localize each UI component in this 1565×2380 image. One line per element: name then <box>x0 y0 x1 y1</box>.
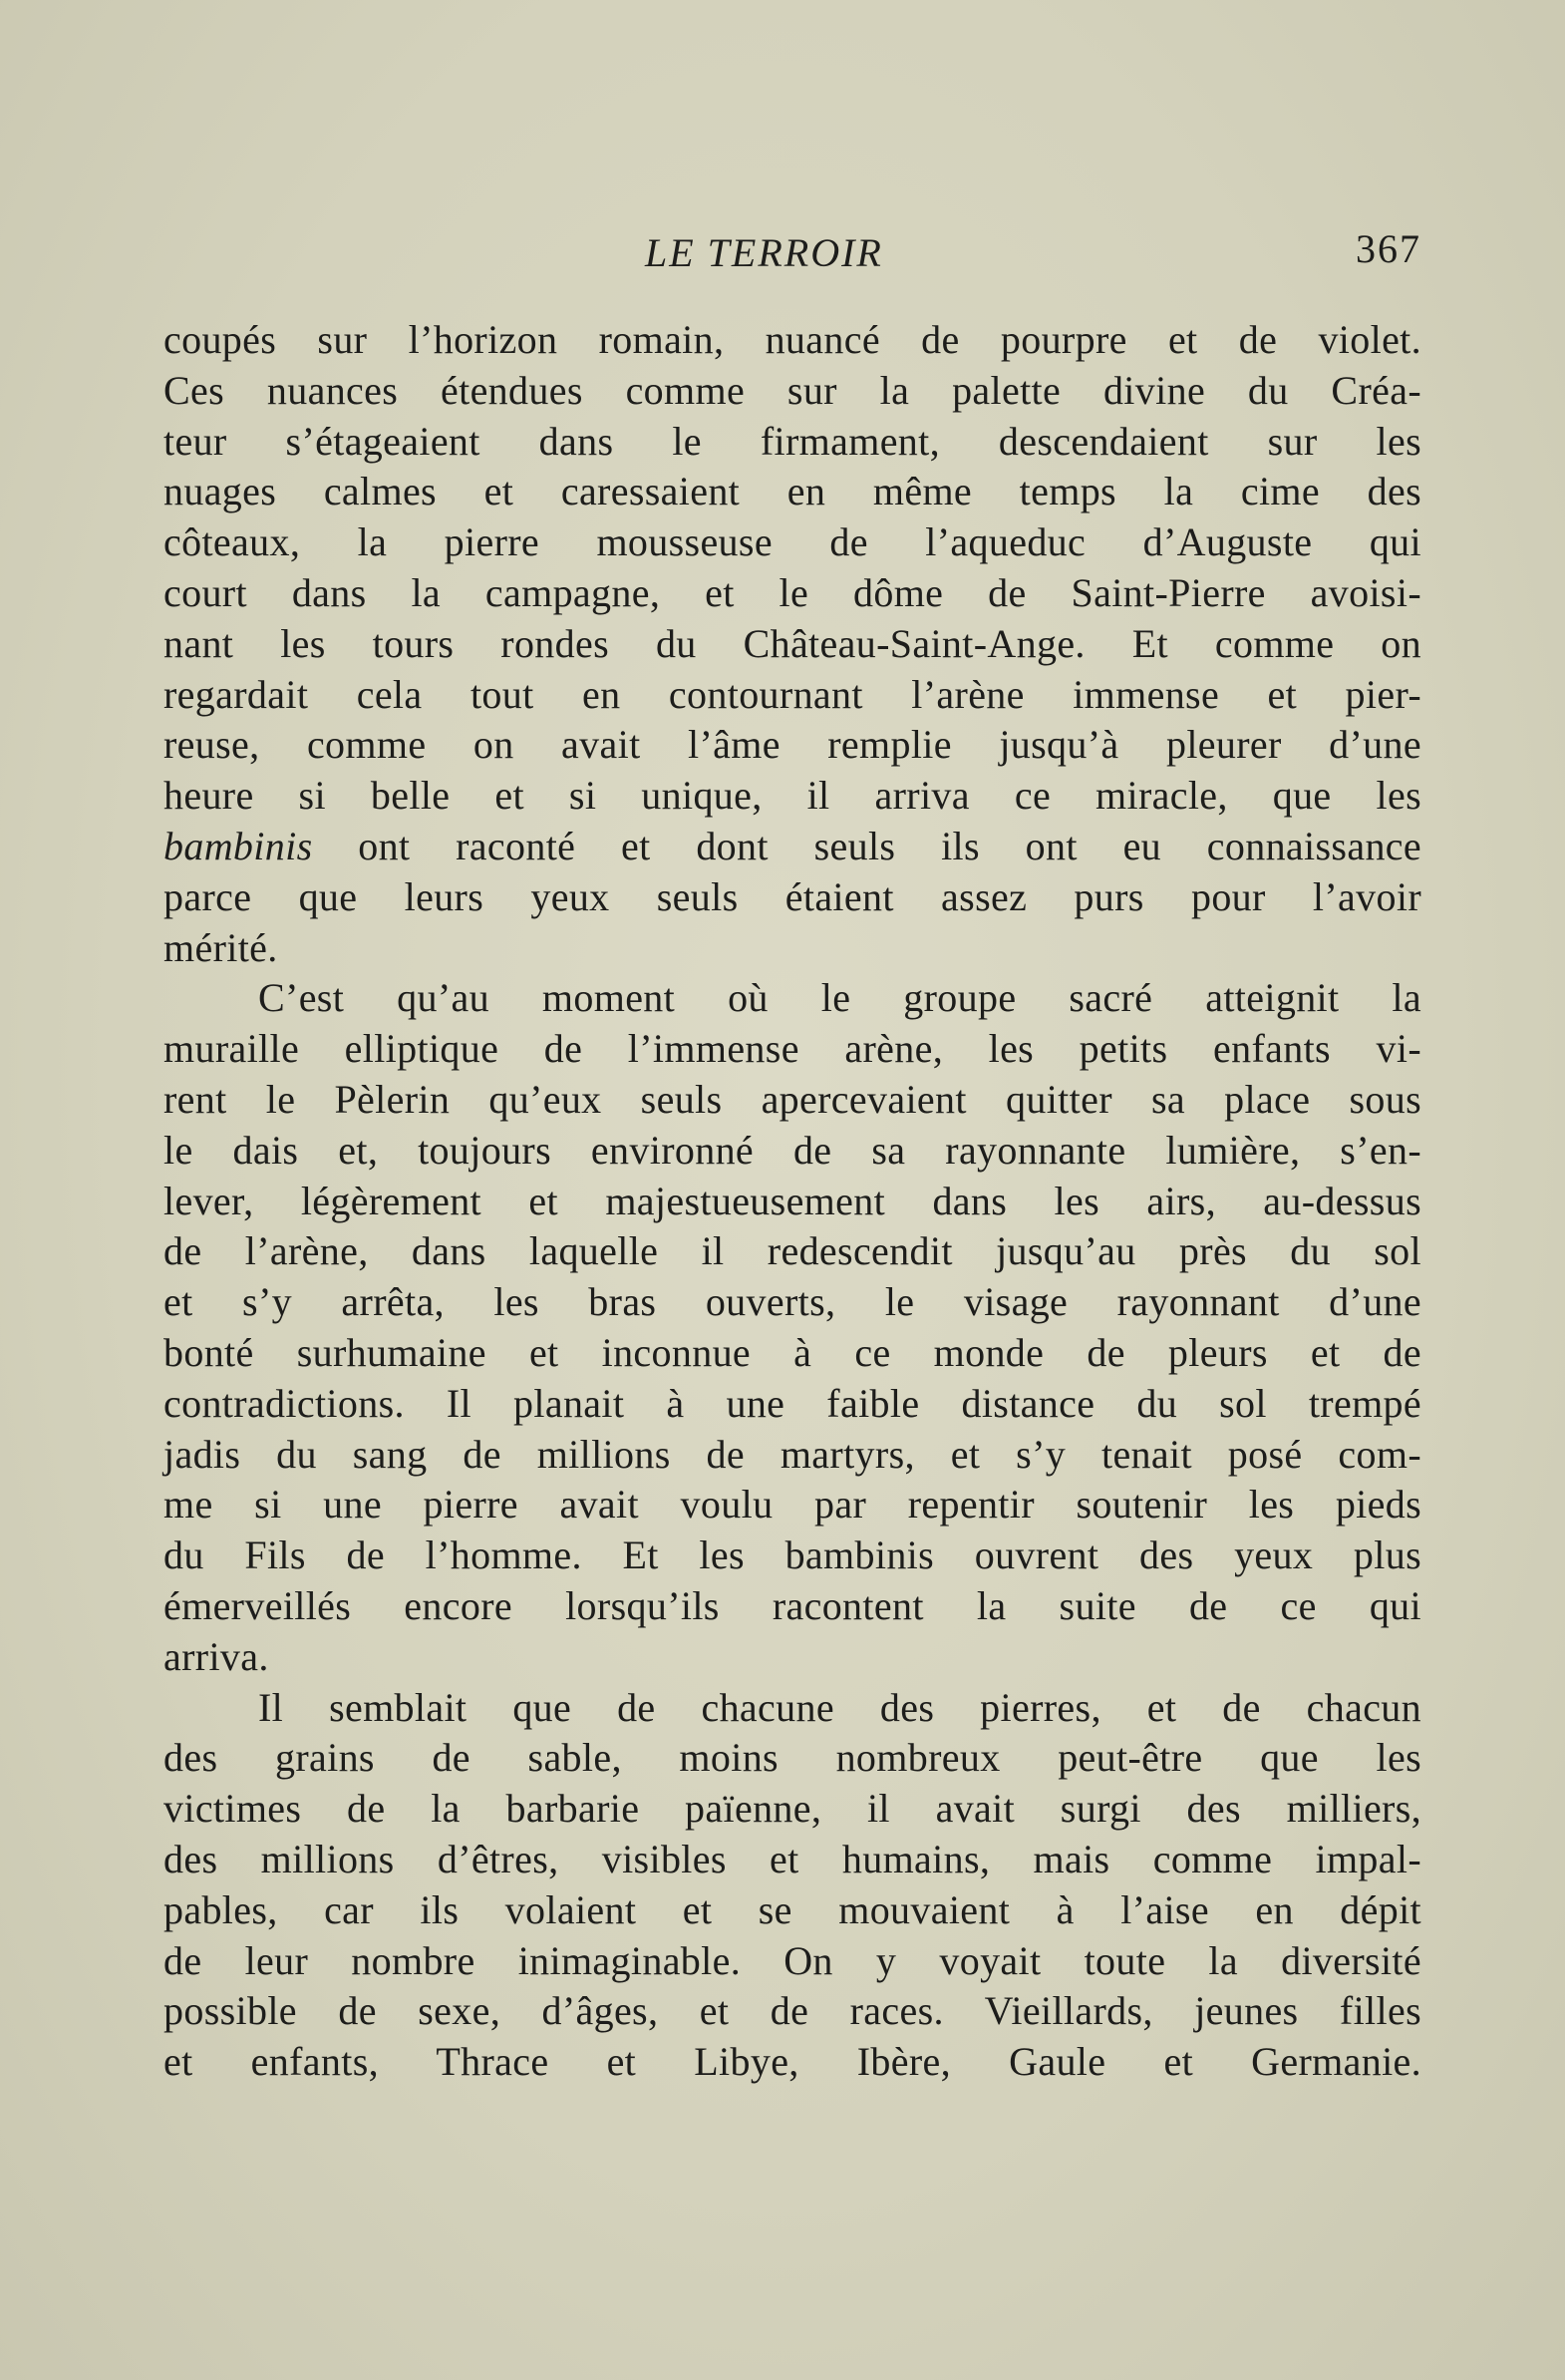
text-line: bonté surhumaine et inconnue à ce monde de pleurs et de <box>163 1329 1421 1375</box>
text-line: court dans la campagne, et le dôme de Saint-Pierre avoisi- <box>163 569 1421 615</box>
text-line: jadis du sang de millions de martyrs, et s’y tenait posé com- <box>163 1431 1421 1477</box>
text-line <box>163 822 1421 872</box>
text-line: me si une pierre avait voulu par repentir soutenir les pieds <box>163 1482 1421 1528</box>
text-line: des millions d’êtres, visibles et humains, mais comme impal- <box>163 1836 1421 1881</box>
text-line: et s’y arrêta, les bras ouverts, le visage rayonnant d’une <box>163 1279 1421 1325</box>
text-line: arriva. <box>163 1633 269 1679</box>
text-line: parce que leurs yeux seuls étaient assez purs pour l’avoir <box>163 873 1421 919</box>
text-line: nuages calmes et caressaient en même temps la cime des <box>163 469 1421 514</box>
text-line: des grains de sable, moins nombreux peut-être que les <box>163 1735 1421 1781</box>
text-line: pables, car ils volaient et se mouvaient à l’aise en dépit <box>163 1886 1421 1932</box>
italic-word: bambinis <box>163 823 313 868</box>
text-line: mérité. <box>163 924 278 970</box>
text-line: du Fils de l’homme. Et les bambinis ouvrent des yeux plus <box>163 1532 1421 1578</box>
text-line: nant les tours rondes du Château-Saint-Ange. Et comme on <box>163 620 1421 666</box>
text-line: teur s’étageaient dans le firmament, descendaient sur les <box>163 418 1421 464</box>
text-line: de l’arène, dans laquelle il redescendit jusqu’au près du sol <box>163 1228 1421 1274</box>
text-line: rent le Pèlerin qu’eux seuls apercevaient quitter sa place sous <box>163 1076 1421 1122</box>
text-line: émerveillés encore lorsqu’ils racontent la suite de ce qui <box>163 1582 1421 1628</box>
paragraph-start: Il semblait que de chacune des pierres, et de chacun <box>258 1684 1421 1730</box>
paragraph-start: C’est qu’au moment où le groupe sacré atteignit la <box>258 975 1421 1021</box>
text-line: possible de sexe, d’âges, et de races. Vieillards, jeunes filles <box>163 1988 1421 2034</box>
text-line: heure si belle et si unique, il arriva ce miracle, que les <box>163 773 1421 819</box>
text-line: contradictions. Il planait à une faible distance du sol trempé <box>163 1380 1421 1426</box>
text-line: et enfants, Thrace et Libye, Ibère, Gaule et Germanie. <box>163 2039 1421 2085</box>
text-line: regardait cela tout en contournant l’arène immense et pier- <box>163 671 1421 717</box>
text-line: muraille elliptique de l’immense arène, les petits enfants vi- <box>163 1026 1421 1072</box>
text-line: de leur nombre inimaginable. On y voyait toute la diversité <box>163 1937 1421 1983</box>
text-line: victimes de la barbarie païenne, il avait surgi des milliers, <box>163 1786 1421 1832</box>
page-number: 367 <box>1356 226 1421 271</box>
running-title: LE TERROIR <box>645 230 883 275</box>
text-line-rest: ont raconté et dont seuls ils ont eu connaissance <box>312 823 1421 868</box>
text-line: Ces nuances étendues comme sur la palette divine du Créa- <box>163 367 1421 413</box>
text-line: lever, légèrement et majestueusement dans les airs, au-dessus <box>163 1178 1421 1223</box>
running-header <box>163 221 1421 281</box>
text-line: coupés sur l’horizon romain, nuancé de pourpre et de violet. <box>163 317 1421 362</box>
text-line: le dais et, toujours environné de sa rayonnante lumière, s’en- <box>163 1127 1421 1173</box>
text-line: reuse, comme on avait l’âme remplie jusqu’à pleurer d’une <box>163 722 1421 768</box>
body-text <box>163 315 1421 2088</box>
text-line: côteaux, la pierre mousseuse de l’aqueduc d’Auguste qui <box>163 519 1421 565</box>
